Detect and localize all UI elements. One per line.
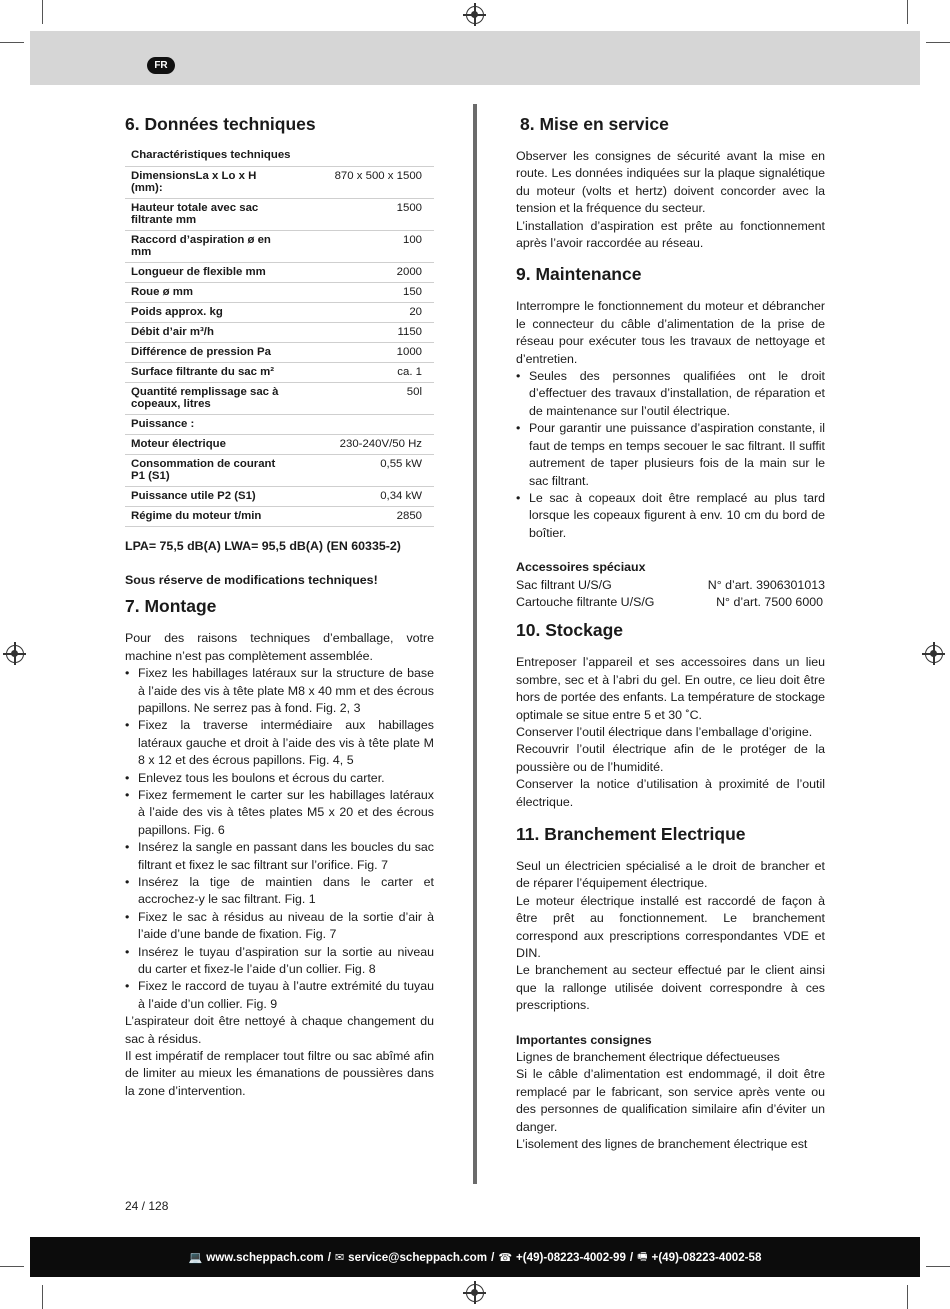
table-row xyxy=(125,166,434,198)
spec-label: Poids approx. kg xyxy=(125,302,295,322)
electrical-paragraph: Le moteur électrique installé est raccordé de façon à être prêt au fonctionnement. Le branchement correspond aux prescriptions correspondantes VDE et DIN. xyxy=(516,893,825,961)
spec-value xyxy=(295,414,434,434)
spec-label: Surface filtrante du sac m² xyxy=(125,362,295,382)
list-item: • Insérez le tuyau d’aspiration sur la sortie au niveau du carter et fixez-le l’aide d’un collier. Fig. 8 xyxy=(125,944,434,979)
table-row xyxy=(125,454,434,486)
electrical-paragraph: Le branchement au secteur effectué par le client ainsi que la rallonge utilisée doivent correspondre à ces prescriptions. xyxy=(516,963,825,1013)
mail-icon: ✉ xyxy=(334,1251,345,1264)
footer-separator: / xyxy=(491,1250,495,1264)
footer-website-link[interactable]: www.scheppach.com xyxy=(206,1250,324,1264)
accessory-article: N° d’art. 3906301013 xyxy=(707,577,825,592)
crop-mark xyxy=(907,1285,908,1309)
footer-band xyxy=(30,1237,920,1277)
crop-mark xyxy=(0,42,24,43)
list-item: • Fixez les habillages latéraux sur la structure de base à l’aide des vis à tête plate M8 x 40 mm et des écrous papillons. Ne serrez pas à fond. Fig. 2, 3 xyxy=(125,665,434,717)
spec-label: Hauteur totale avec sac filtrante mm xyxy=(125,198,295,230)
assembly-paragraph: L’aspirateur doit être nettoyé à chaque changement du sac à résidus. xyxy=(125,1014,434,1046)
spec-label: Consommation de courant P1 (S1) xyxy=(125,454,295,486)
maintenance-list xyxy=(516,368,825,542)
footer-email-link[interactable]: service@scheppach.com xyxy=(348,1250,488,1264)
footer-fax: +(49)-08223-4002-58 xyxy=(651,1250,762,1264)
spec-value: 0,55 kW xyxy=(295,454,434,486)
list-item: • Insérez la tige de maintien dans le carter et accrochez-y le sac filtrant. Fig. 1 xyxy=(125,874,434,909)
footer-phone: +(49)-08223-4002-99 xyxy=(516,1250,626,1264)
commissioning-paragraph: L’installation d’aspiration est prête au fonctionnement après l’avoir raccordée au réseau. xyxy=(516,218,825,251)
spec-value: 2000 xyxy=(295,262,434,282)
assembly-intro: Pour des raisons techniques d’emballage, votre machine n’est pas complètement assemblée. xyxy=(125,631,434,663)
table-row xyxy=(125,282,434,302)
list-item: • Seules des personnes qualifiées ont le droit d’effectuer des travaux d’installation, de réparation et de maintenance sur l’outil électrique. xyxy=(516,368,825,420)
accessories-title: Accessoires spéciaux xyxy=(516,560,646,575)
registration-mark-icon xyxy=(466,1284,484,1302)
table-row xyxy=(125,434,434,454)
footer-separator: / xyxy=(629,1250,634,1264)
section-title-storage: 10. Stockage xyxy=(516,620,623,641)
spec-label: Raccord d’aspiration ø en mm xyxy=(125,230,295,262)
fax-icon: 🖷 xyxy=(637,1250,648,1263)
accessory-article: N° d’art. 7500 6000 xyxy=(716,594,823,609)
spec-value: 1000 xyxy=(295,342,434,362)
section-title-commissioning: 8. Mise en service xyxy=(520,114,669,134)
spec-value: 2850 xyxy=(295,506,434,526)
crop-mark xyxy=(926,42,950,43)
language-badge: FR xyxy=(147,57,175,74)
table-row xyxy=(125,486,434,506)
list-item: • Fixez la traverse intermédiaire aux habillages latéraux gauche et droit à l’aide des vis à tête plate M 8 x 12 et des écrous papillons. Fig. 4, 5 xyxy=(125,717,434,769)
technical-data-table xyxy=(125,146,434,527)
crop-mark xyxy=(907,0,908,24)
assembly-paragraph: Il est impératif de remplacer tout filtre ou sac abîmé afin de limiter au mieux les émanations de poussières dans la zone d’intervention. xyxy=(125,1049,434,1098)
spec-label: Régime du moteur t/min xyxy=(125,506,295,526)
important-paragraph: Lignes de branchement électrique défectueuses xyxy=(516,1050,780,1065)
accessory-name: Cartouche filtrante U/S/G xyxy=(516,594,655,609)
spec-label: Roue ø mm xyxy=(125,282,295,302)
important-paragraph: Si le câble d’alimentation est endommagé, il doit être remplacé par le fabricant, son service après vente ou des personnes de qualification similaire afin d’éviter un danger. xyxy=(516,1067,825,1134)
list-item: • Fixez fermement le carter sur les habillages latéraux à l’aide des vis à têtes plates M5 x 20 et des écrous papillons. Fig. 6 xyxy=(125,787,434,839)
electrical-paragraph: Seul un électricien spécialisé a le droit de brancher et de réparer l’équipement électrique. xyxy=(516,859,825,891)
table-row xyxy=(125,362,434,382)
section-title-maintenance: 9. Maintenance xyxy=(516,264,642,285)
assembly-steps xyxy=(125,665,434,1013)
page-number: 24 / 128 xyxy=(125,1199,169,1213)
crop-mark xyxy=(42,0,43,24)
list-item: • Le sac à copeaux doit être remplacé au plus tard lorsque les copeaux figurent à env. 10 cm du bord de boîtier. xyxy=(516,490,825,542)
crop-mark xyxy=(926,1266,950,1267)
spec-value: 1500 xyxy=(295,198,434,230)
spec-label: Puissance : xyxy=(125,414,295,434)
footer-separator: / xyxy=(327,1250,331,1264)
table-header-row xyxy=(125,146,434,166)
important-paragraph: L’isolement des lignes de branchement électrique est xyxy=(516,1137,808,1152)
table-row xyxy=(125,262,434,282)
accessory-name: Sac filtrant U/S/G xyxy=(516,577,612,592)
spec-value: 230-240V/50 Hz xyxy=(295,434,434,454)
storage-paragraph: Conserver la notice d’utilisation à proximité de l’outil électrique. xyxy=(516,777,825,809)
section-title-technical-data: 6. Données techniques xyxy=(125,114,316,134)
crop-mark xyxy=(42,1285,43,1309)
spec-label: Débit d’air m³/h xyxy=(125,322,295,342)
right-column xyxy=(516,112,825,1154)
table-row xyxy=(125,506,434,526)
spec-label: DimensionsLa x Lo x H (mm): xyxy=(125,166,295,198)
list-item: • Fixez le sac à résidus au niveau de la sortie d’air à l’aide d’une bande de fixation. Fig. 7 xyxy=(125,909,434,944)
list-item: • Fixez le raccord de tuyau à l’autre extrémité du tuyau à l’aide d’un collier. Fig. 9 xyxy=(125,978,434,1013)
spec-value: 100 xyxy=(295,230,434,262)
maintenance-paragraph: Interrompre le fonctionnement du moteur et débrancher le connecteur du câble d’alimentation de la prise de réseau pour exécuter tous les travaux de nettoyage et d’entretien. xyxy=(516,299,825,366)
reserve-note: Sous réserve de modifications techniques! xyxy=(125,572,378,587)
section-title-electrical: 11. Branchement Electrique xyxy=(516,824,746,844)
registration-mark-icon xyxy=(6,645,24,663)
spec-label: Puissance utile P2 (S1) xyxy=(125,486,295,506)
spec-value: 0,34 kW xyxy=(295,486,434,506)
registration-mark-icon xyxy=(466,6,484,24)
table-header: Charactéristiques techniques xyxy=(125,146,434,166)
computer-icon: 💻 xyxy=(188,1251,203,1264)
spec-value: 150 xyxy=(295,282,434,302)
spec-value: ca. 1 xyxy=(295,362,434,382)
list-item: • Enlevez tous les boulons et écrous du carter. xyxy=(125,770,434,787)
commissioning-paragraph: Observer les consignes de sécurité avant la mise en route. Les données indiquées sur la plaque signalétique du moteur (volts et hertz) doivent concorder avec la tension et la fréquence du secteur. xyxy=(516,149,825,216)
storage-paragraph: Conserver l’outil électrique dans l’emballage d’origine. xyxy=(516,724,813,739)
table-row xyxy=(125,322,434,342)
important-title: Importantes consignes xyxy=(516,1032,652,1047)
column-divider xyxy=(473,104,477,1184)
table-row xyxy=(125,302,434,322)
spec-value: 50l xyxy=(295,382,434,414)
spec-label: Moteur électrique xyxy=(125,434,295,454)
spec-label: Quantité remplissage sac à copeaux, litres xyxy=(125,382,295,414)
storage-paragraph: Entreposer l’appareil et ses accessoires dans un lieu sombre, sec et à l’abri du gel. En outre, ce lieu doit être hors de portée des enfants. La température de stockage optimale se situe entre 5 et 30 ˚C. xyxy=(516,655,825,722)
spec-value: 1150 xyxy=(295,322,434,342)
spec-value: 870 x 500 x 1500 xyxy=(295,166,434,198)
spec-label: Longueur de flexible mm xyxy=(125,262,295,282)
registration-mark-icon xyxy=(925,645,943,663)
table-row xyxy=(125,414,434,434)
table-row xyxy=(125,342,434,362)
section-title-assembly: 7. Montage xyxy=(125,596,217,617)
storage-paragraph: Recouvrir l’outil électrique afin de le protéger de la poussière ou de l’humidité. xyxy=(516,742,825,774)
noise-values: LPA= 75,5 dB(A) LWA= 95,5 dB(A) (EN 60335-2) xyxy=(125,538,401,553)
left-column xyxy=(125,112,434,1100)
crop-mark xyxy=(0,1266,24,1267)
accessory-row xyxy=(516,577,825,594)
spec-value: 20 xyxy=(295,302,434,322)
list-item: • Pour garantir une puissance d’aspiration constante, il faut de temps en temps secouer le sac filtrant. Il suffit autrement de taper plusieurs fois de la main sur le sac filtrant. xyxy=(516,420,825,490)
spec-label: Différence de pression Pa xyxy=(125,342,295,362)
table-row xyxy=(125,230,434,262)
phone-icon: ☎ xyxy=(498,1251,513,1264)
table-row xyxy=(125,382,434,414)
accessory-row xyxy=(516,594,825,611)
table-row xyxy=(125,198,434,230)
list-item: • Insérez la sangle en passant dans les boucles du sac filtrant et fixez le sac filtrant sur l’orifice. Fig. 7 xyxy=(125,839,434,874)
